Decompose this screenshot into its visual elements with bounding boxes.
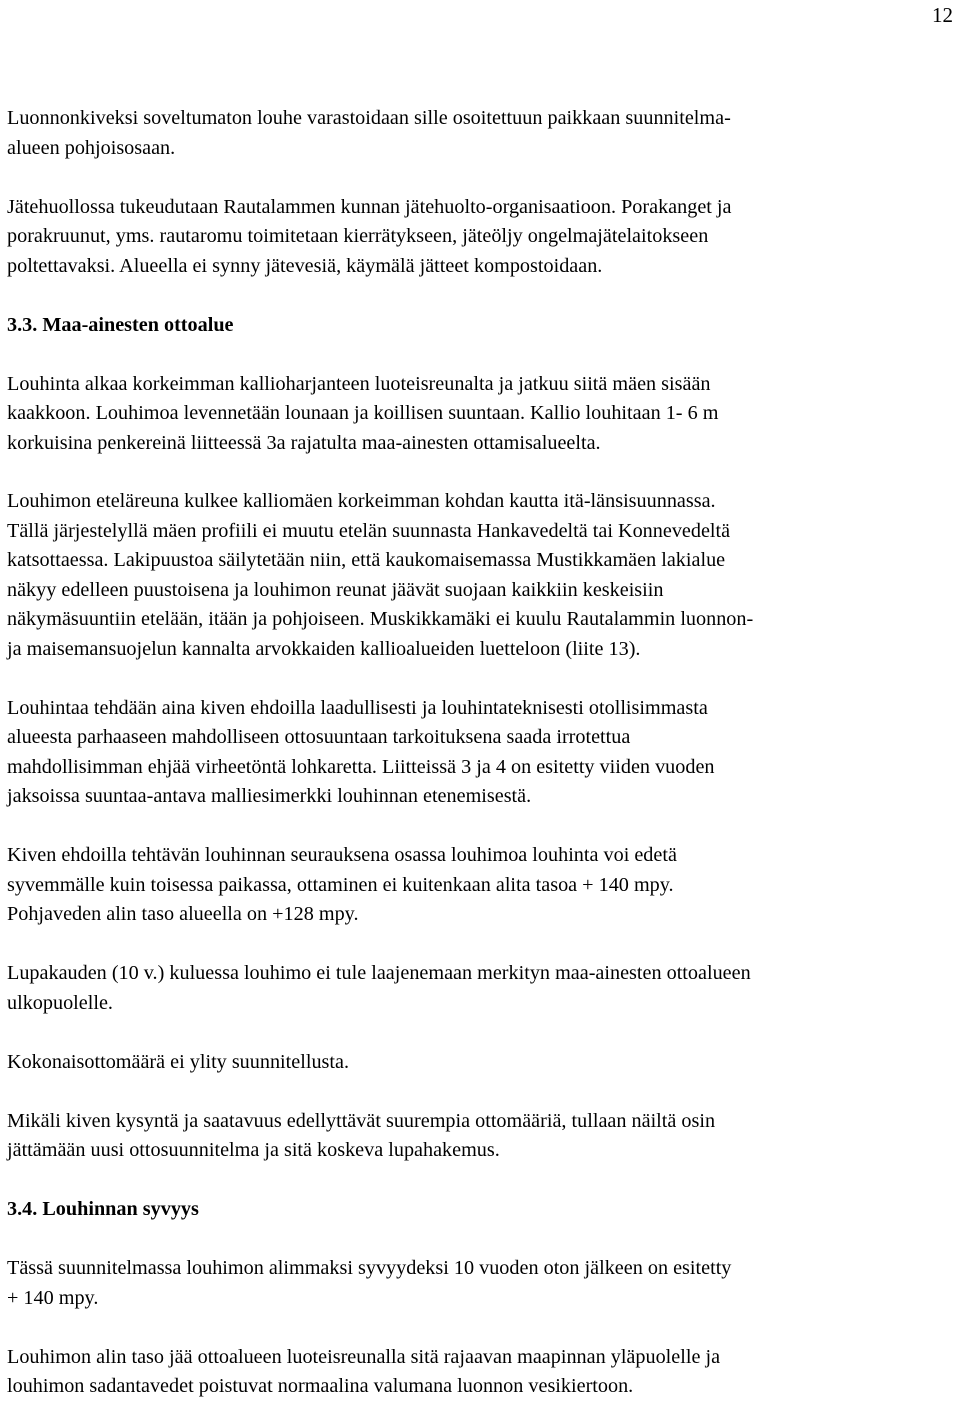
paragraph-waste-management xyxy=(7,193,955,282)
text-line: korkuisina penkereinä liitteessä 3a rajatulta maa-ainesten ottamisalueelta. xyxy=(7,431,601,454)
text-line: Pohjaveden alin taso alueella on +128 mpy. xyxy=(7,903,359,925)
text-line: mahdollisimman ehjää virheetöntä lohkaretta. Liitteissä 3 ja 4 on esitetty viiden vuoden xyxy=(7,755,715,778)
paragraph-demand xyxy=(7,1107,955,1166)
page-number: 12 xyxy=(932,3,953,27)
text-line: Kiven ehdoilla tehtävän louhinnan seurauksena osassa louhimoa louhinta voi edetä xyxy=(7,844,677,866)
paragraph-total-amount xyxy=(7,1048,955,1078)
text-line: Louhintaa tehdään aina kiven ehdoilla laadullisesti ja louhintateknisesti otollisimmasta xyxy=(7,696,708,719)
text-line: Tässä suunnitelmassa louhimon alimmaksi syvyydeksi 10 vuoden oton jälkeen on esitetty xyxy=(7,1257,732,1279)
paragraph-permit-period xyxy=(7,959,955,1018)
paragraph-southern-edge xyxy=(7,487,955,664)
text-line: porakruunut, yms. rautaromu toimitetaan kierrätykseen, jäteöljy ongelmajätelaitokseen xyxy=(7,225,709,247)
text-line: Tällä järjestelyllä mäen profiili ei muutu etelän suunnasta Hankavedeltä tai Konnevedeltä xyxy=(7,519,731,542)
text-line: katsottaessa. Lakipuustoa säilytetään niin, että kaukomaisemassa Mustikkamäen lakialue xyxy=(7,549,726,571)
text-line: + 140 mpy. xyxy=(7,1286,99,1309)
document-body xyxy=(7,104,955,1402)
section-heading-3-4: 3.4. Louhinnan syvyys xyxy=(7,1198,199,1220)
text-line: Louhimon alin taso jää ottoalueen luoteisreunalla sitä rajaavan maapinnan yläpuolelle ja xyxy=(7,1345,721,1368)
paragraph-minimum-depth xyxy=(7,1254,955,1313)
text-line: Louhinta alkaa korkeimman kallioharjanteen luoteisreunalta ja jatkuu siitä mäen sisään xyxy=(7,372,711,395)
paragraph-stone-storage xyxy=(7,104,955,163)
text-line: Lupakauden (10 v.) kuluessa louhimo ei tule laajenemaan merkityn maa-ainesten ottoalueen xyxy=(7,962,751,984)
paragraph-depth-limit xyxy=(7,841,955,930)
text-line: näkymäsuuntiin etelään, itään ja pohjoiseen. Muskikkamäki ei kuulu Rautalammin luonnon- xyxy=(7,608,754,630)
paragraph-drainage xyxy=(7,1343,955,1402)
text-line: alueen pohjoisosaan. xyxy=(7,136,176,159)
text-line: jaksoissa suuntaa-antava malliesimerkki louhinnan etenemisestä. xyxy=(7,785,532,807)
paragraph-extraction-start xyxy=(7,370,955,459)
text-line: jättämään uusi ottosuunnitelma ja sitä koskeva lupahakemus. xyxy=(7,1139,500,1161)
text-line: Mikäli kiven kysyntä ja saatavuus edellyttävät suurempia ottomääriä, tullaan näiltä osin xyxy=(7,1109,716,1132)
text-line: Luonnonkiveksi soveltumaton louhe varastoidaan sille osoitettuun paikkaan suunnitelma- xyxy=(7,107,731,129)
text-line: Kokonaisottomäärä ei ylity suunnitellusta. xyxy=(7,1050,350,1073)
text-line: Jätehuollossa tukeudutaan Rautalammen kunnan jätehuolto-organisaatioon. Porakanget ja xyxy=(7,195,732,218)
text-line: alueesta parhaaseen mahdolliseen ottosuuntaan tarkoituksena saada irrotettua xyxy=(7,726,631,748)
text-line: syvemmälle kuin toisessa paikassa, ottaminen ei kuitenkaan alita tasoa + 140 mpy. xyxy=(7,873,674,896)
text-line: Louhimon eteläreuna kulkee kalliomäen korkeimman kohdan kautta itä-länsisuunnassa. xyxy=(7,490,716,512)
text-line: näkyy edelleen puustoisena ja louhimon reunat jäävät suojaan kaikkiin keskeisiin xyxy=(7,578,664,601)
text-line: ja maisemansuojelun kannalta arvokkaiden kallioalueiden luetteloon (liite 13). xyxy=(7,637,641,660)
paragraph-quarrying-method xyxy=(7,694,955,812)
text-line: poltettavaksi. Alueella ei synny jätevesiä, käymälä jätteet kompostoidaan. xyxy=(7,254,603,277)
section-heading-3-3: 3.3. Maa-ainesten ottoalue xyxy=(7,313,234,336)
text-line: kaakkoon. Louhimoa levennetään lounaan ja koillisen suuntaan. Kallio louhitaan 1- 6 m xyxy=(7,402,719,424)
text-line: louhimon sadantavedet poistuvat normaalina valumana luonnon vesikiertoon. xyxy=(7,1375,634,1397)
text-line: ulkopuolelle. xyxy=(7,991,113,1014)
